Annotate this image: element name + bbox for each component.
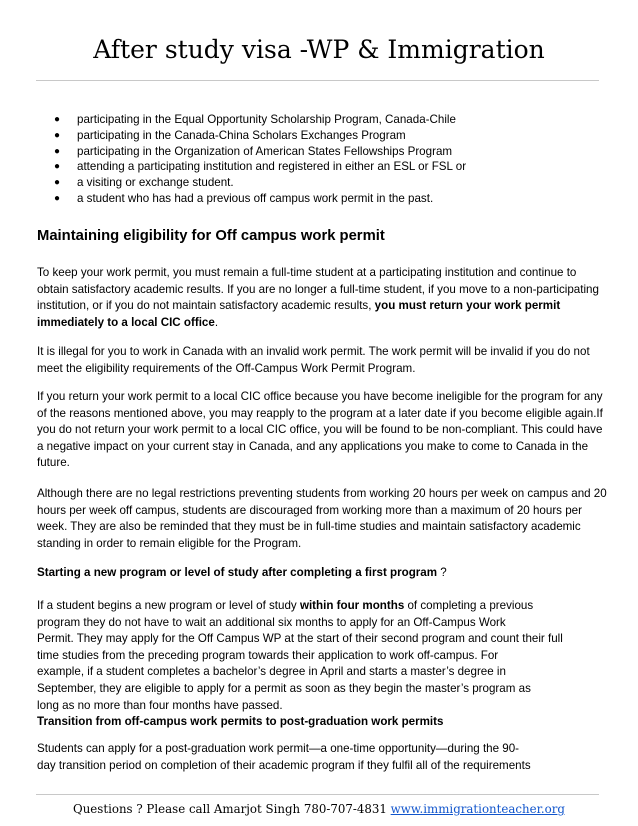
list-item: ● participating in the Canada-China Scholars Exchanges Program	[54, 128, 406, 142]
bullet-icon: ●	[54, 177, 61, 189]
paragraph-invalid-permit: It is illegal for you to work in Canada with an invalid work permit. The work permit will be invalid if you do not meet the eligibility requirements of the Off-Campus Work Permit Program.	[37, 345, 590, 375]
list-item: ● attending a participating institution and registered in either an ESL or FSL or	[54, 160, 467, 174]
bullet-icon: ●	[54, 145, 61, 157]
bullet-icon: ●	[54, 161, 61, 173]
footer-contact-text: Questions ? Please call Amarjot Singh 780-707-4831	[73, 802, 391, 816]
paragraph-return-permit: If you return your work permit to a local CIC office because you have become ineligible for the program for any of the reasons mentioned above, you may reapply to the program at a later date if you become eligible again.If you do not return your work permit to a local CIC office, you will be found to be non-compliant. This could have a negative impact on your current stay in Canada, and any applications you make to come to Canada in the future.	[37, 390, 603, 470]
list-item: ● participating in the Organization of American States Fellowships Program	[54, 144, 453, 158]
header-divider	[36, 80, 599, 81]
website-link[interactable]: www.immigrationteacher.org	[390, 802, 565, 816]
paragraph-post-graduation: Students can apply for a post-graduation work permit—a one-time opportunity—during the 90- day transition period on completion of their academic program if they fulfil all of the requirements	[37, 742, 531, 772]
bullet-icon: ●	[54, 192, 61, 204]
footer-divider	[36, 794, 599, 795]
eligibility-bullet-list	[38, 112, 598, 207]
question-heading: Starting a new program or level of study after completing a first program ?	[37, 566, 447, 579]
transition-heading: Transition from off-campus work permits to post-graduation work permits	[37, 715, 444, 729]
list-item: ● a student who has had a previous off campus work permit in the past.	[54, 191, 434, 205]
bullet-icon: ●	[54, 129, 61, 141]
list-item: ● a visiting or exchange student.	[54, 176, 234, 190]
paragraph-work-hours: Although there are no legal restrictions preventing students from working 20 hours per week on campus and 20 hours per week off campus, students are discouraged from working more than a maximum of 20 hours per week. They are also be reminded that they must be in full-time studies and maintain satisfactory academic standing in order to remain eligible for the Program.	[37, 487, 607, 550]
page-title: After study visa -WP & Immigration	[93, 35, 545, 64]
section-heading: Maintaining eligibility for Off campus work permit	[37, 228, 385, 244]
bullet-icon: ●	[54, 114, 61, 125]
paragraph-keep-permit: To keep your work permit, you must remain a full-time student at a participating institution and continue to obtain satisfactory academic results. If you are no longer a full-time student, if you move to a non-participating institution, or if you do not maintain satisfactory academic results, you must return your work permit immediately to a local CIC office.	[37, 266, 599, 329]
footer	[0, 802, 638, 816]
list-item: ● participating in the Equal Opportunity Scholarship Program, Canada-Chile	[54, 113, 456, 126]
paragraph-new-program: If a student begins a new program or level of study within four months of completing a previous program they do not have to wait an additional six months to apply for an Off-Campus Work Permit. They may apply for the Off Campus WP at the start of their second program and count their full time studies from the preceding program towards their application to work off-campus. For example, if a student completes a bachelor’s degree in April and starts a master’s degree in September, they are eligible to apply for a permit as soon as they begin the master’s program as long as no more than four months have passed. Transition from off-campus work permits to post-graduation work permits	[37, 598, 617, 731]
